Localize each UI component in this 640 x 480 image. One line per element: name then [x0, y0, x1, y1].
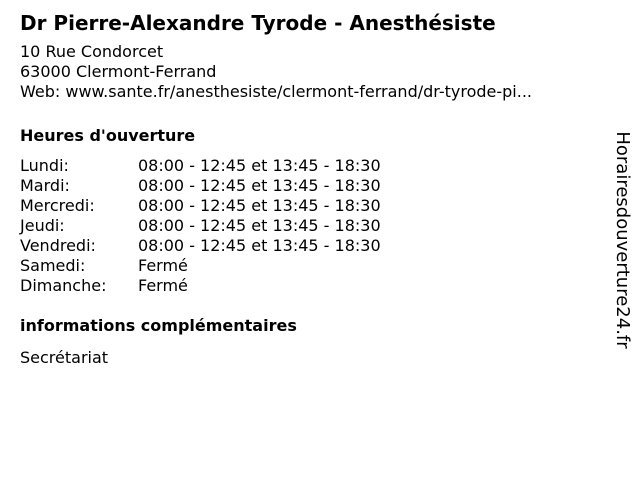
hours-row-thursday [20, 216, 600, 236]
time-value: 08:00 - 12:45 et 13:45 - 18:30 [138, 236, 381, 255]
site-watermark: Horairesdouverture24.fr [612, 131, 633, 349]
hours-row-friday [20, 236, 600, 256]
time-value: 08:00 - 12:45 et 13:45 - 18:30 [138, 196, 381, 215]
address-city: 63000 Clermont-Ferrand [20, 62, 217, 81]
hours-row-wednesday [20, 196, 600, 216]
hours-row-monday [20, 156, 600, 176]
day-label: Dimanche: [20, 276, 107, 295]
page-title: Dr Pierre-Alexandre Tyrode - Anesthésiste [20, 11, 496, 35]
day-label: Mardi: [20, 176, 70, 195]
day-label: Lundi: [20, 156, 69, 175]
day-label: Mercredi: [20, 196, 95, 215]
address-street: 10 Rue Condorcet [20, 42, 164, 61]
hours-row-tuesday [20, 176, 600, 196]
hours-row-sunday [20, 276, 600, 296]
info-text: Secrétariat [20, 348, 109, 367]
day-label: Samedi: [20, 256, 86, 275]
website-link[interactable]: Web: www.sante.fr/anesthesiste/clermont-ferrand/dr-tyrode-pi... [20, 82, 532, 101]
info-heading: informations complémentaires [20, 316, 297, 335]
opening-hours-table [20, 156, 600, 296]
listing-card [20, 10, 600, 368]
time-value: 08:00 - 12:45 et 13:45 - 18:30 [138, 176, 381, 195]
day-label: Jeudi: [20, 216, 65, 235]
time-value: Fermé [138, 256, 188, 275]
time-value: Fermé [138, 276, 188, 295]
address-block [20, 42, 600, 102]
time-value: 08:00 - 12:45 et 13:45 - 18:30 [138, 156, 381, 175]
day-label: Vendredi: [20, 236, 96, 255]
hours-heading: Heures d'ouverture [20, 126, 196, 145]
hours-row-saturday [20, 256, 600, 276]
time-value: 08:00 - 12:45 et 13:45 - 18:30 [138, 216, 381, 235]
